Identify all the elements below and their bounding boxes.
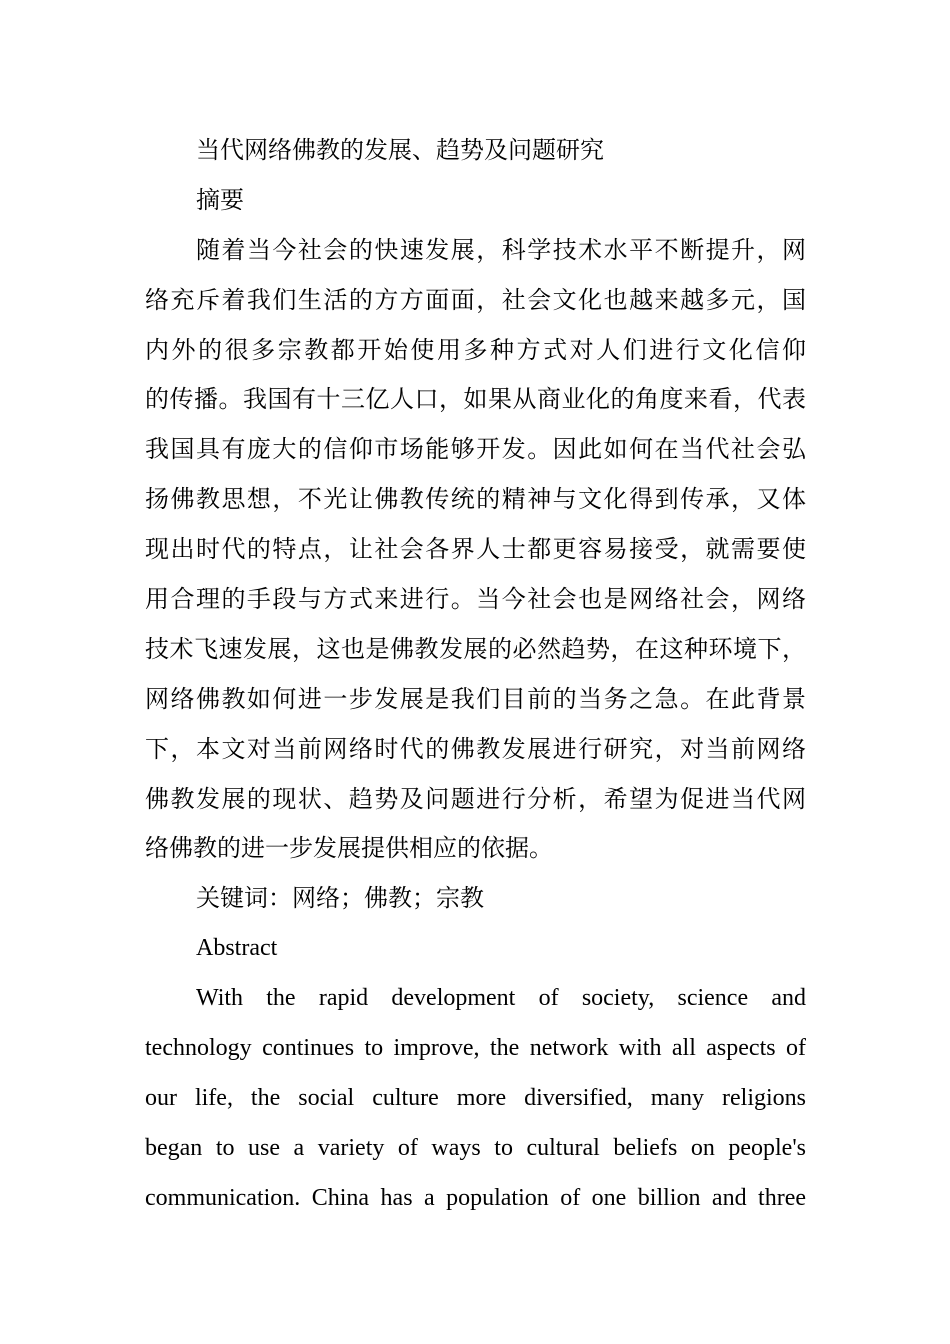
abstract-en-line: our life, the social culture more diversified, many religions: [145, 1084, 806, 1111]
abstract-cn-line: 技术飞速发展，这也是佛教发展的必然趋势，在这种环境下，: [145, 634, 806, 663]
abstract-cn-line: 用合理的手段与方式来进行。当今社会也是网络社会，网络: [145, 585, 806, 614]
abstract-cn-line: 下，本文对当前网络时代的佛教发展进行研究，对当前网络: [145, 734, 806, 763]
abstract-cn-line: 网络佛教如何进一步发展是我们目前的当务之急。在此背景: [145, 684, 806, 713]
keywords: 关键词：网络；佛教；宗教: [196, 884, 484, 913]
abstract-cn-line: 随着当今社会的快速发展，科学技术水平不断提升，网: [196, 235, 806, 264]
abstract-cn-line: 我国具有庞大的信仰市场能够开发。因此如何在当代社会弘: [145, 435, 806, 464]
abstract-en-line: technology continues to improve, the network with all aspects of: [145, 1035, 806, 1062]
abstract-en-line: communication. China has a population of one billion and three: [145, 1184, 806, 1211]
document-title: 当代网络佛教的发展、趋势及问题研究: [196, 136, 604, 164]
abstract-cn-line: 内外的很多宗教都开始使用多种方式对人们进行文化信仰: [145, 335, 806, 364]
document-page: [145, 126, 806, 1224]
abstract-en-line: began to use a variety of ways to cultural beliefs on people's: [145, 1134, 806, 1161]
abstract-cn-line: 佛教发展的现状、趋势及问题进行分析，希望为促进当代网: [145, 784, 806, 813]
abstract-cn-line: 的传播。我国有十三亿人口，如果从商业化的角度来看，代表: [145, 385, 806, 414]
abstract-en-line: With the rapid development of society, science and: [196, 985, 806, 1012]
abstract-cn-line: 络充斥着我们生活的方方面面，社会文化也越来越多元，国: [145, 285, 806, 314]
abstract-cn-line: 现出时代的特点，让社会各界人士都更容易接受，就需要使: [145, 535, 806, 564]
abstract-en-heading: Abstract: [196, 935, 278, 962]
abstract-heading: 摘要: [196, 185, 244, 214]
abstract-cn-line: 扬佛教思想，不光让佛教传统的精神与文化得到传承，又体: [145, 485, 806, 514]
abstract-en-paragraph: [145, 974, 806, 1223]
abstract-cn-line: 络佛教的进一步发展提供相应的依据。: [145, 834, 553, 863]
abstract-cn-paragraph: [145, 226, 806, 875]
